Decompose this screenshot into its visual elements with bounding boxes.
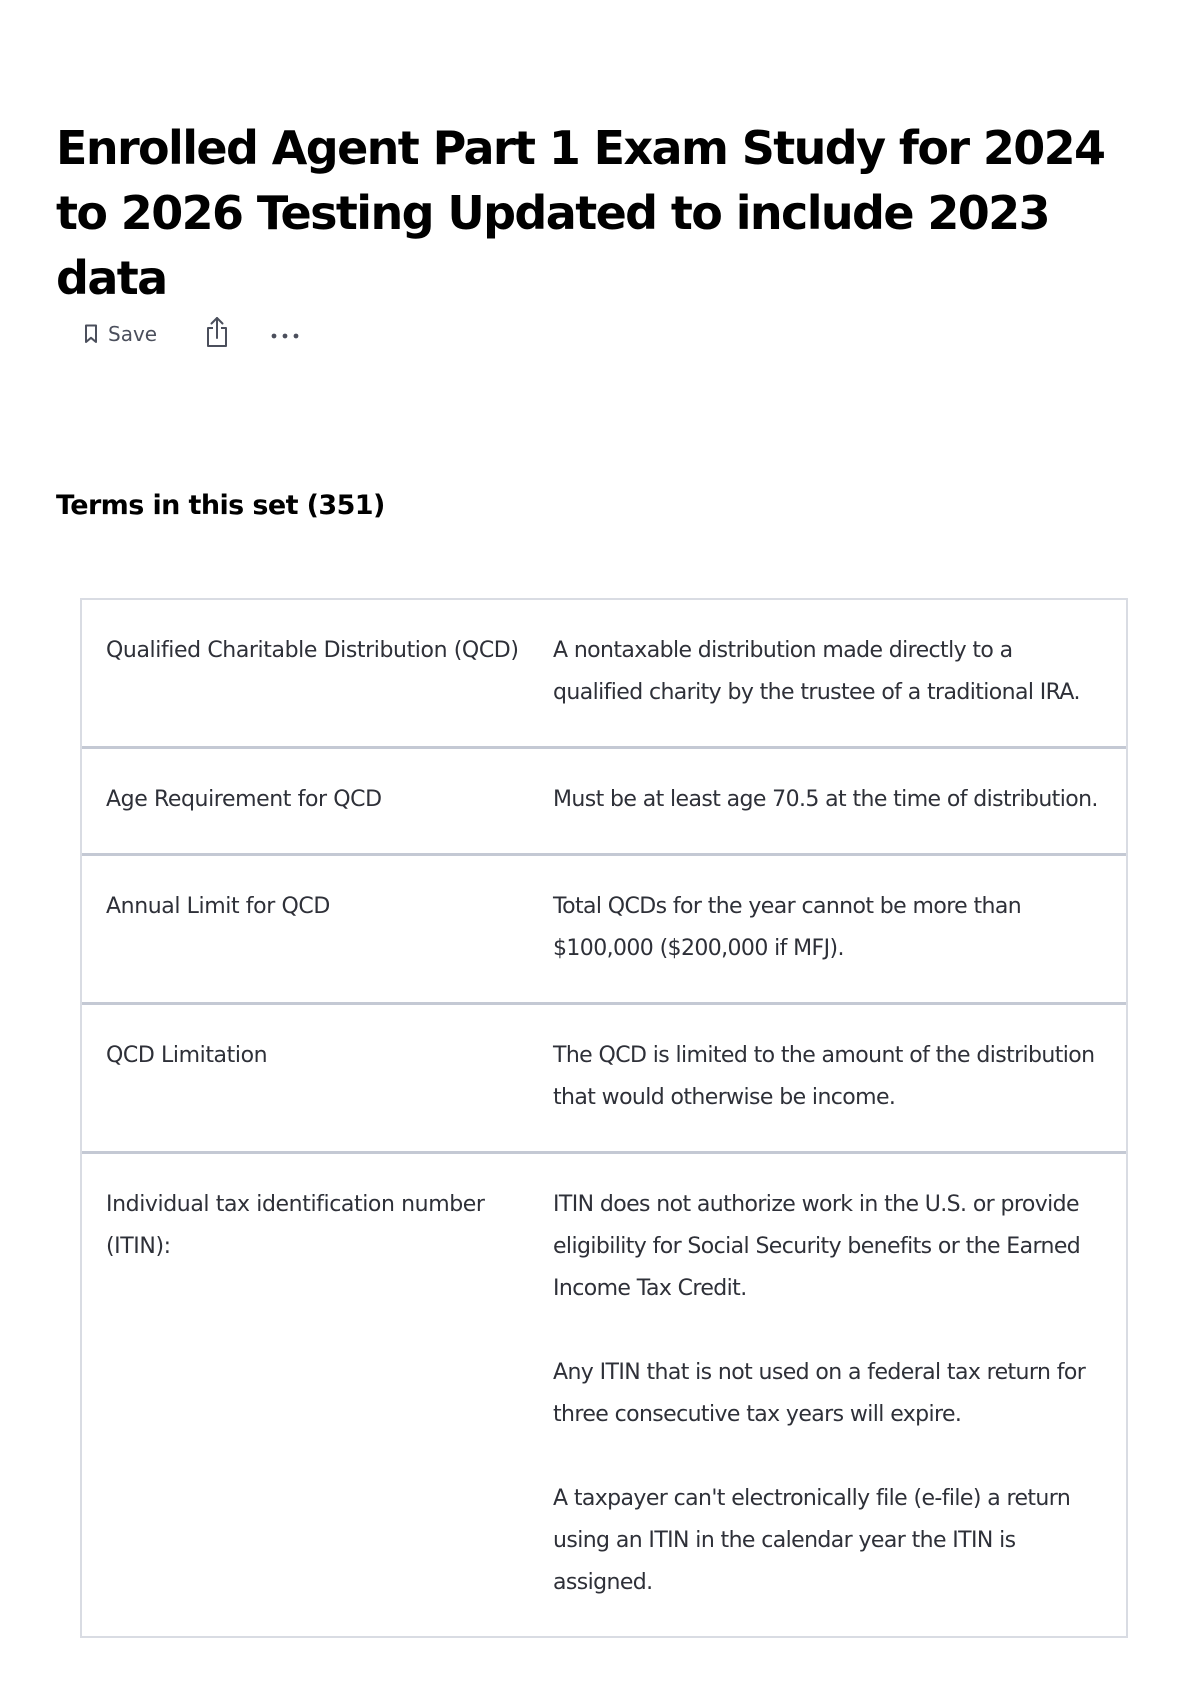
save-button[interactable] [72,314,169,354]
definition-paragraph: Must be at least age 70.5 at the time of distribution. [553,787,1098,812]
term-text: Age Requirement for QCD [106,787,382,812]
term-row[interactable] [82,1002,1126,1151]
term-row[interactable] [82,600,1126,746]
term-row[interactable] [82,853,1126,1002]
definition-text [553,1035,1102,1119]
terms-list [80,598,1128,1638]
more-options-button[interactable] [263,314,307,354]
term-text: Qualified Charitable Distribution (QCD) [106,638,519,663]
definition-text [553,1184,1102,1604]
definition-paragraph: The QCD is limited to the amount of the distribution that would otherwise be income. [553,1043,1095,1110]
term-row[interactable] [82,746,1126,853]
definition-paragraph: A taxpayer can't electronically file (e-file) a return using an ITIN in the calendar year the ITIN is assigned. [553,1486,1071,1595]
term-row[interactable] [82,1151,1126,1636]
definition-paragraph: Total QCDs for the year cannot be more than $100,000 ($200,000 if MFJ). [553,894,1022,961]
set-toolbar [72,312,307,356]
definition-paragraph: Any ITIN that is not used on a federal tax return for three consecutive tax years will expire. [553,1360,1086,1427]
definition-text [553,630,1102,714]
ellipsis-icon [270,325,300,344]
terms-count-heading: Terms in this set (351) [56,490,385,521]
share-icon [204,316,230,352]
bookmark-icon [84,324,98,344]
term-text: QCD Limitation [106,1043,268,1068]
definition-paragraph: ITIN does not authorize work in the U.S. or provide eligibility for Social Security benefits or the Earned Income Tax Credit. [553,1192,1081,1301]
page-title: Enrolled Agent Part 1 Exam Study for 2024 to 2026 Testing Updated to include 2023 data [56,121,1105,305]
share-button[interactable] [195,314,239,354]
term-text: Annual Limit for QCD [106,894,330,919]
definition-text [553,779,1102,821]
definition-paragraph: A nontaxable distribution made directly to a qualified charity by the trustee of a traditional IRA. [553,638,1080,705]
save-label: Save [108,322,158,346]
term-text: Individual tax identification number (ITIN): [106,1192,485,1259]
definition-text [553,886,1102,970]
